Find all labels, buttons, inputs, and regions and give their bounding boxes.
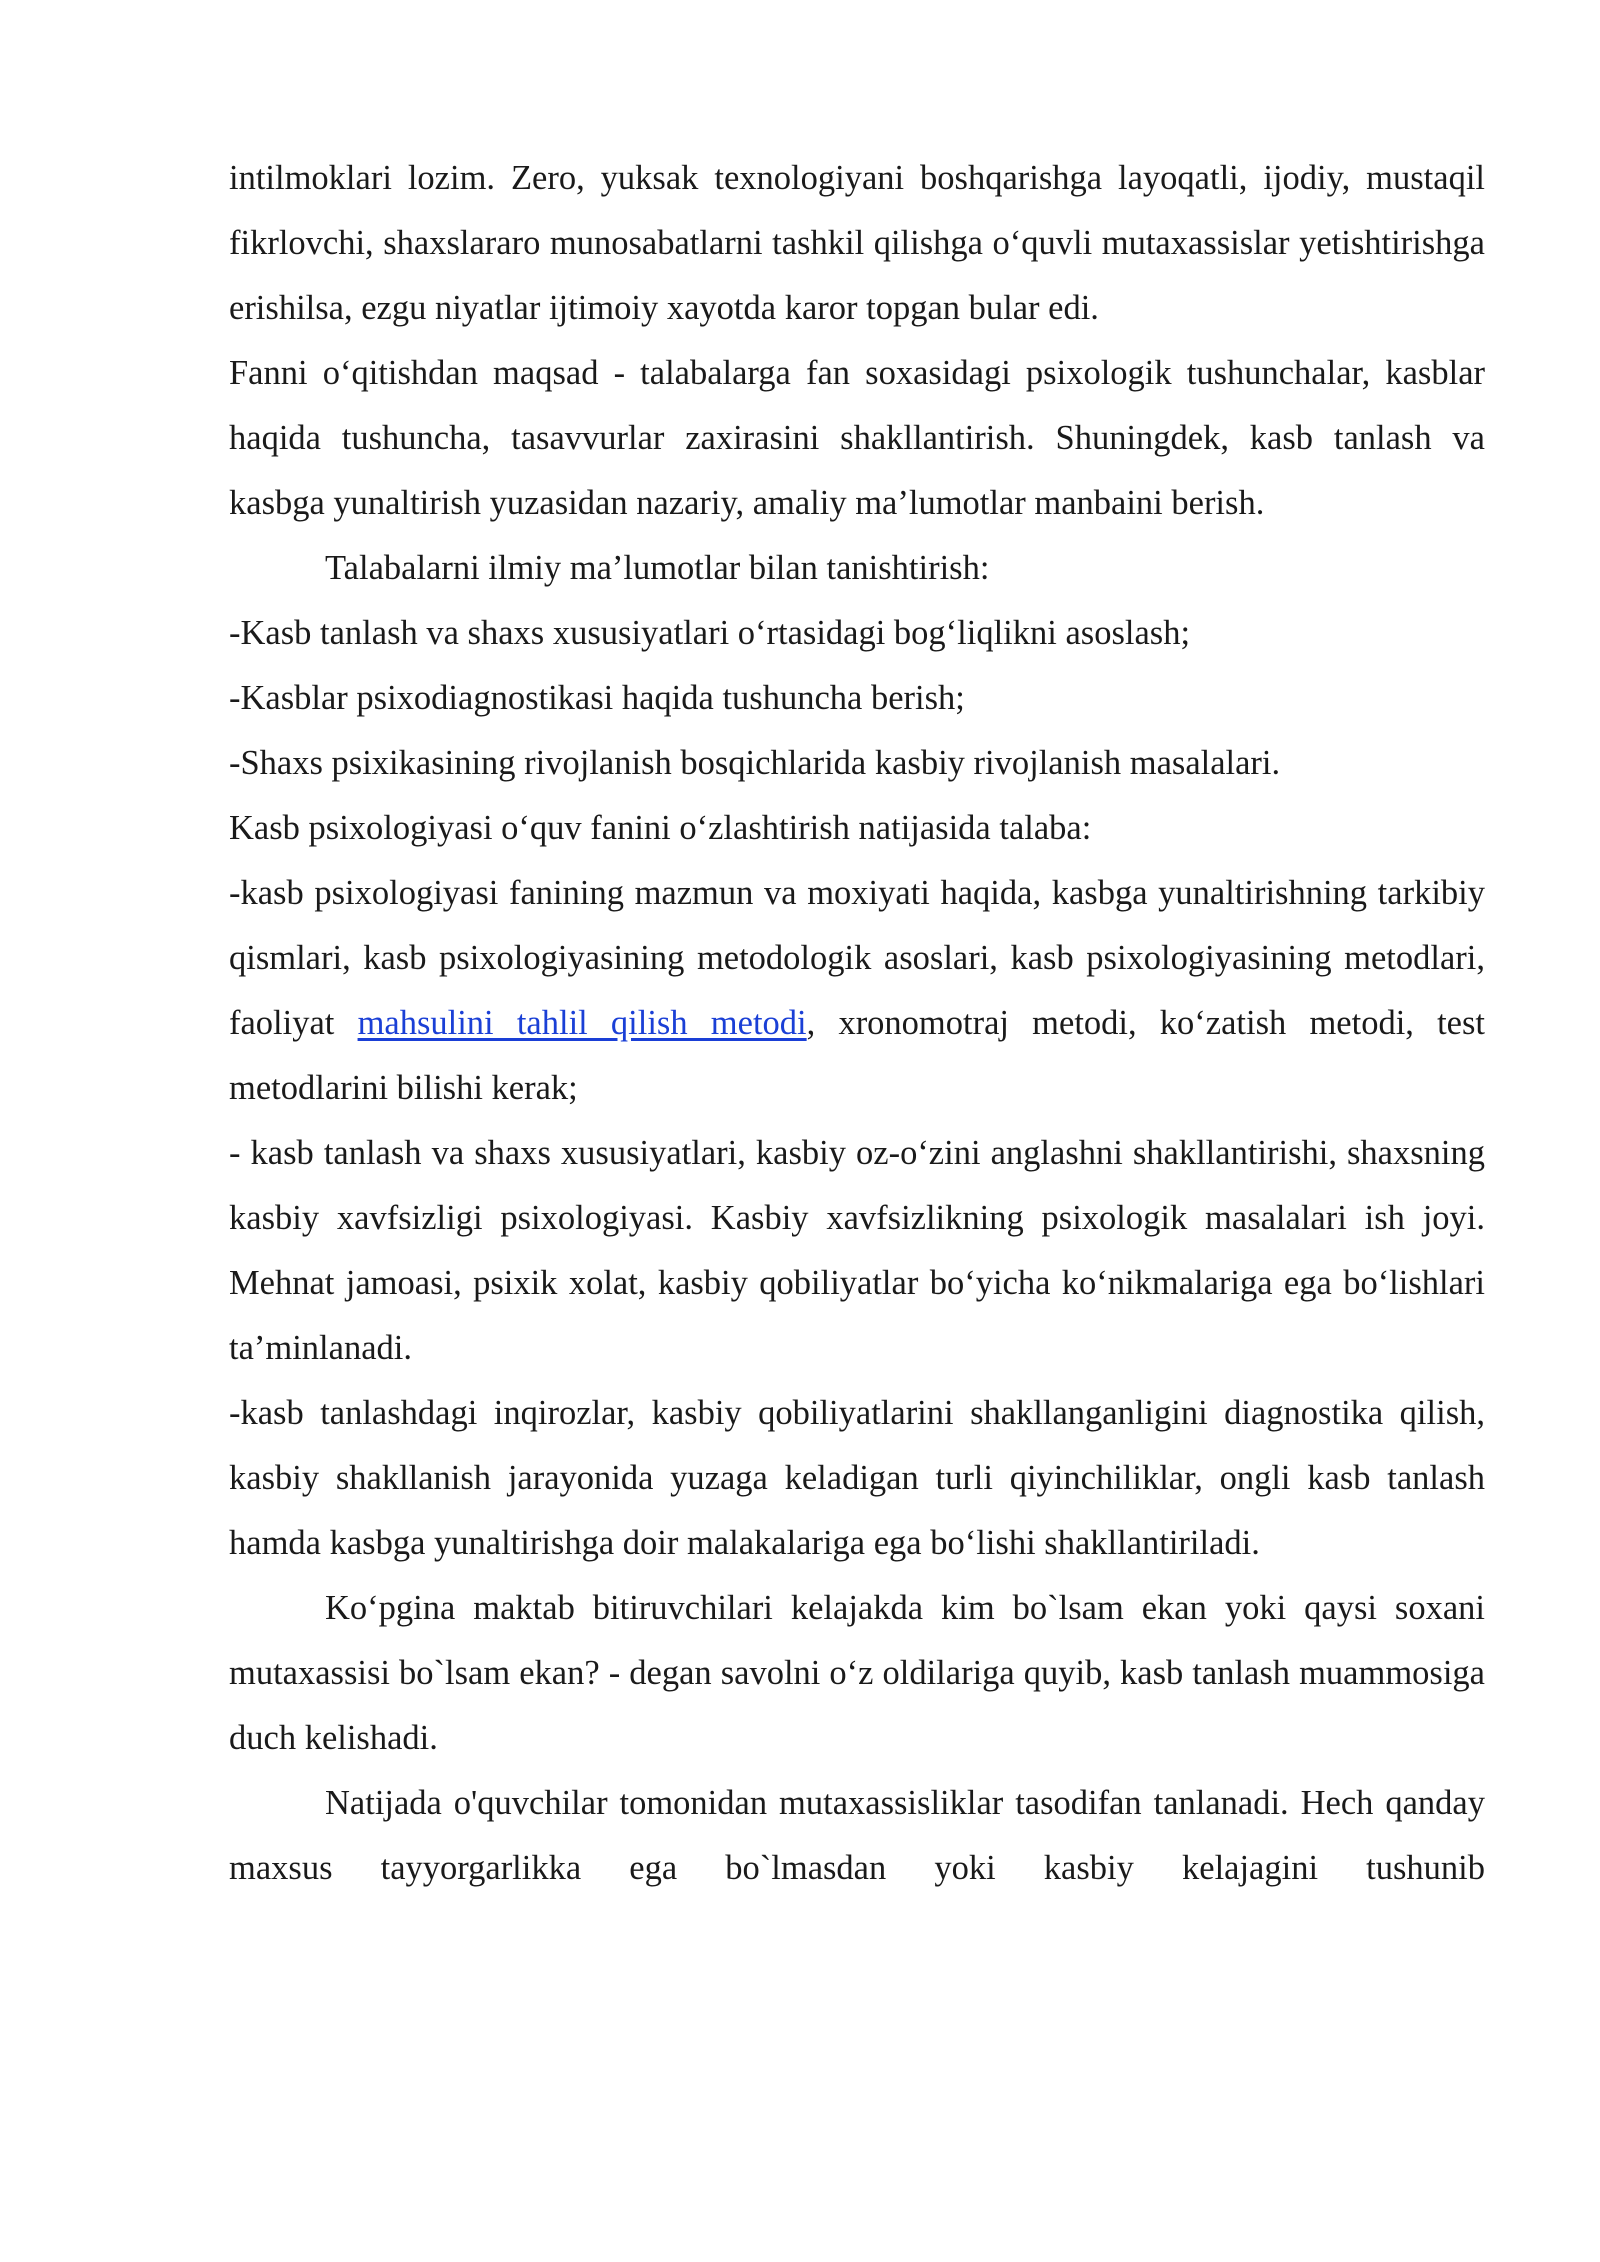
paragraph-crisis: -kasb tanlashdagi inqirozlar, kasbiy qobiliyatlarini shakllanganligini diagnostika qilish, kasbiy shakllanish jarayonida yuzaga keladigan turli qiyinchiliklar, ongli kasb tanlash hamda kasbga yunaltirishga doir malakalariga ega bo‘lishi shakllantiriladi. bbox=[229, 1394, 1485, 1562]
paragraph-knowledge bbox=[229, 861, 1485, 1121]
paragraph-intro: Talabalarni ilmiy ma’lumotlar bilan tanishtirish: bbox=[325, 549, 990, 587]
body-text bbox=[229, 146, 1485, 1901]
list-item: -Kasblar psixodiagnostikasi haqida tushuncha berish; bbox=[229, 679, 965, 717]
paragraph-result: Natijada o'quvchilar tomonidan mutaxassisliklar tasodifan tanlanadi. Hech qanday maxsus tayyorgarlikka ega bo`lmasdan yoki kasbiy kelajagini tushunib bbox=[229, 1784, 1485, 1887]
paragraph-knowledge-text: -kasb psixologiyasi fanining mazmun va moxiyati haqida, kasbga yunaltirishning tarkibiy qismlari, kasb psixologiyasining metodologik asoslari, kasb psixologiyasining metodlari, faoliyat bbox=[229, 874, 1485, 1042]
list-item: -Shaxs psixikasining rivojlanish bosqichlarida kasbiy rivojlanish masalalari. bbox=[229, 744, 1281, 782]
paragraph-graduates: Ko‘pgina maktab bitiruvchilari kelajakda kim bo`lsam ekan yoki qaysi soxani mutaxassisi bo`lsam ekan? - degan savolni o‘z oldilariga quyib, kasb tanlash muammosiga duch kelishadi. bbox=[229, 1589, 1485, 1757]
paragraph-outcome-heading: Kasb psixologiyasi o‘quv fanini o‘zlashtirish natijasida talaba: bbox=[229, 809, 1092, 847]
method-link[interactable]: mahsulini tahlil qilish metodi bbox=[357, 1004, 807, 1042]
paragraph-skills: - kasb tanlash va shaxs xususiyatlari, kasbiy oz-o‘zini anglashni shakllantirishi, shaxsning kasbiy xavfsizligi psixologiyasi. Kasbiy xavfsizlikning psixologik masalalari ish joyi. Mehnat jamoasi, psixik xolat, kasbiy qobiliyatlar bo‘yicha ko‘nikmalariga ega bo‘lishlari ta’minlanadi. bbox=[229, 1134, 1485, 1367]
list-item: -Kasb tanlash va shaxs xususiyatlari o‘rtasidagi bog‘liqlikni asoslash; bbox=[229, 614, 1191, 652]
paragraph-continuation: intilmoklari lozim. Zero, yuksak texnologiyani boshqarishga layoqatli, ijodiy, mustaqil fikrlovchi, shaxslararo munosabatlarni tashkil qilishga o‘quvli mutaxassislar yetishtirishga erishilsa, ezgu niyatlar ijtimoiy xayotda karor topgan bular edi. bbox=[229, 159, 1485, 327]
paragraph-knowledge-text-end: , xronomotraj metodi, ko‘zatish metodi, test metodlarini bilishi kerak; bbox=[229, 1004, 1485, 1107]
paragraph-goal: Fanni o‘qitishdan maqsad - talabalarga fan soxasidagi psixologik tushunchalar, kasblar haqida tushuncha, tasavvurlar zaxirasini shakllantirish. Shuningdek, kasb tanlash va kasbga yunaltirish yuzasidan nazariy, amaliy ma’lumotlar manbaini berish. bbox=[229, 354, 1485, 522]
